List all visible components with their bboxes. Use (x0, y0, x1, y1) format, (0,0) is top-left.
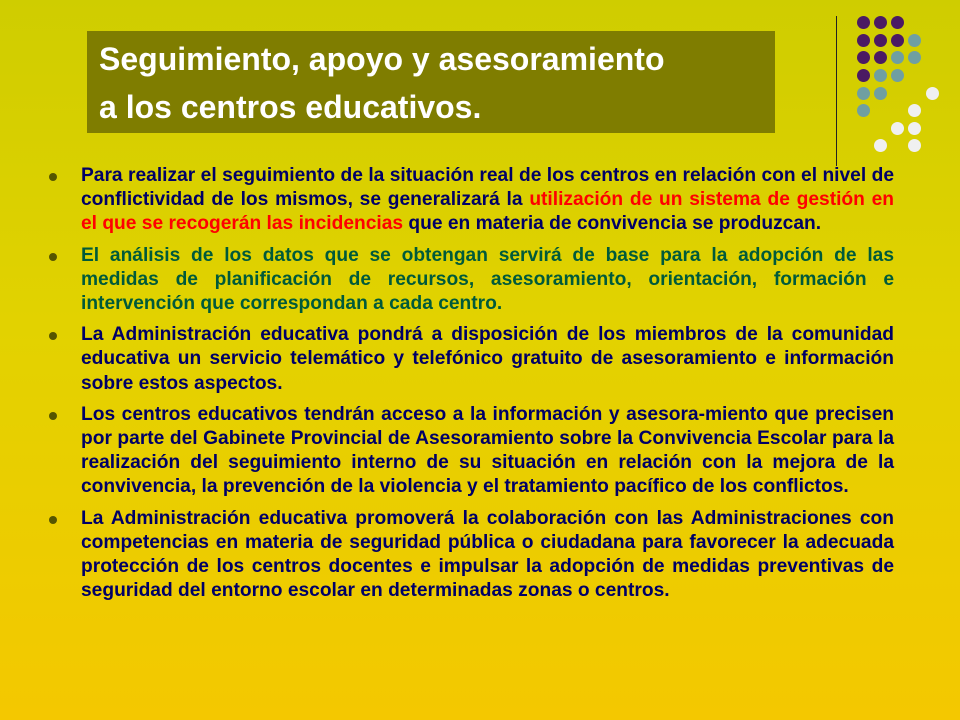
decorative-dot (908, 51, 921, 64)
decorative-dot (891, 34, 904, 47)
decorative-dot (874, 139, 887, 152)
decorative-dot (891, 69, 904, 82)
bullet-item (48, 164, 894, 237)
decorative-dot (891, 51, 904, 64)
bullet-item (48, 244, 894, 317)
decorative-dot (874, 87, 887, 100)
bullet-text: La Administración educativa pondrá a disposición de los miembros de la comunidad educativa un servicio telemático y telefónico gratuito de asesoramiento e información sobre estos aspectos. (81, 324, 894, 394)
bullet-icon (49, 412, 57, 420)
decorative-dot (908, 34, 921, 47)
bullet-text: El análisis de los datos que se obtengan servirá de base para la adopción de las medidas de planificación de recursos, asesoramiento, orientación, formación e intervención que correspondan a cada centro. (81, 244, 894, 315)
bullet-item (48, 507, 894, 604)
bullet-icon (49, 253, 57, 261)
bullet-list (48, 164, 894, 610)
bullet-text: La Administración educativa promoverá la colaboración con las Administraciones con competencias en materia de seguridad pública o ciudadana para favorecer la adecuada protección de los centros docentes e impulsar la adopción de medidas preventivas de seguridad del entorno escolar en determinadas zonas o centros. (81, 507, 894, 602)
decorative-divider (836, 16, 837, 166)
bullet-text: Los centros educativos tendrán acceso a la información y asesora-miento que precisen por parte del Gabinete Provincial de Asesoramiento sobre la Convivencia Escolar para la realización del seguimiento interno de su situación en relación con la mejora de la convivencia, la prevención de la violencia y el tratamiento pacífico de los conflictos. (81, 403, 894, 498)
decorative-dot (891, 122, 904, 135)
slide-title (87, 31, 775, 133)
decorative-dot (908, 104, 921, 117)
bullet-text: Para realizar el seguimiento de la situación real de los centros en relación con el nivel de conflictividad de los mismos, se generalizará la (81, 165, 894, 211)
decorative-dot (857, 51, 870, 64)
decorative-dot (857, 87, 870, 100)
bullet-item (48, 403, 894, 500)
decorative-dot (908, 122, 921, 135)
bullet-icon (49, 173, 57, 181)
decorative-dot (874, 51, 887, 64)
decorative-dot (857, 34, 870, 47)
decorative-dot (857, 104, 870, 117)
decorative-dot (874, 16, 887, 29)
decorative-dot (857, 69, 870, 82)
bullet-icon (49, 516, 57, 524)
decorative-dot (891, 16, 904, 29)
bullet-icon (49, 332, 57, 340)
slide-title-line-1: Seguimiento, apoyo y asesoramiento (99, 41, 665, 77)
decorative-dot (857, 16, 870, 29)
bullet-item (48, 323, 894, 396)
slide-title-line-2: a los centros educativos. (99, 89, 482, 125)
decorative-dot (926, 87, 939, 100)
decorative-dot (874, 69, 887, 82)
decorative-dot (908, 139, 921, 152)
decorative-dot (874, 34, 887, 47)
bullet-highlight-text: utilización de un sistema de gestión en el que se recogerán las incidencias (81, 189, 895, 235)
bullet-text: que en materia de convivencia se produzcan. (403, 213, 822, 235)
